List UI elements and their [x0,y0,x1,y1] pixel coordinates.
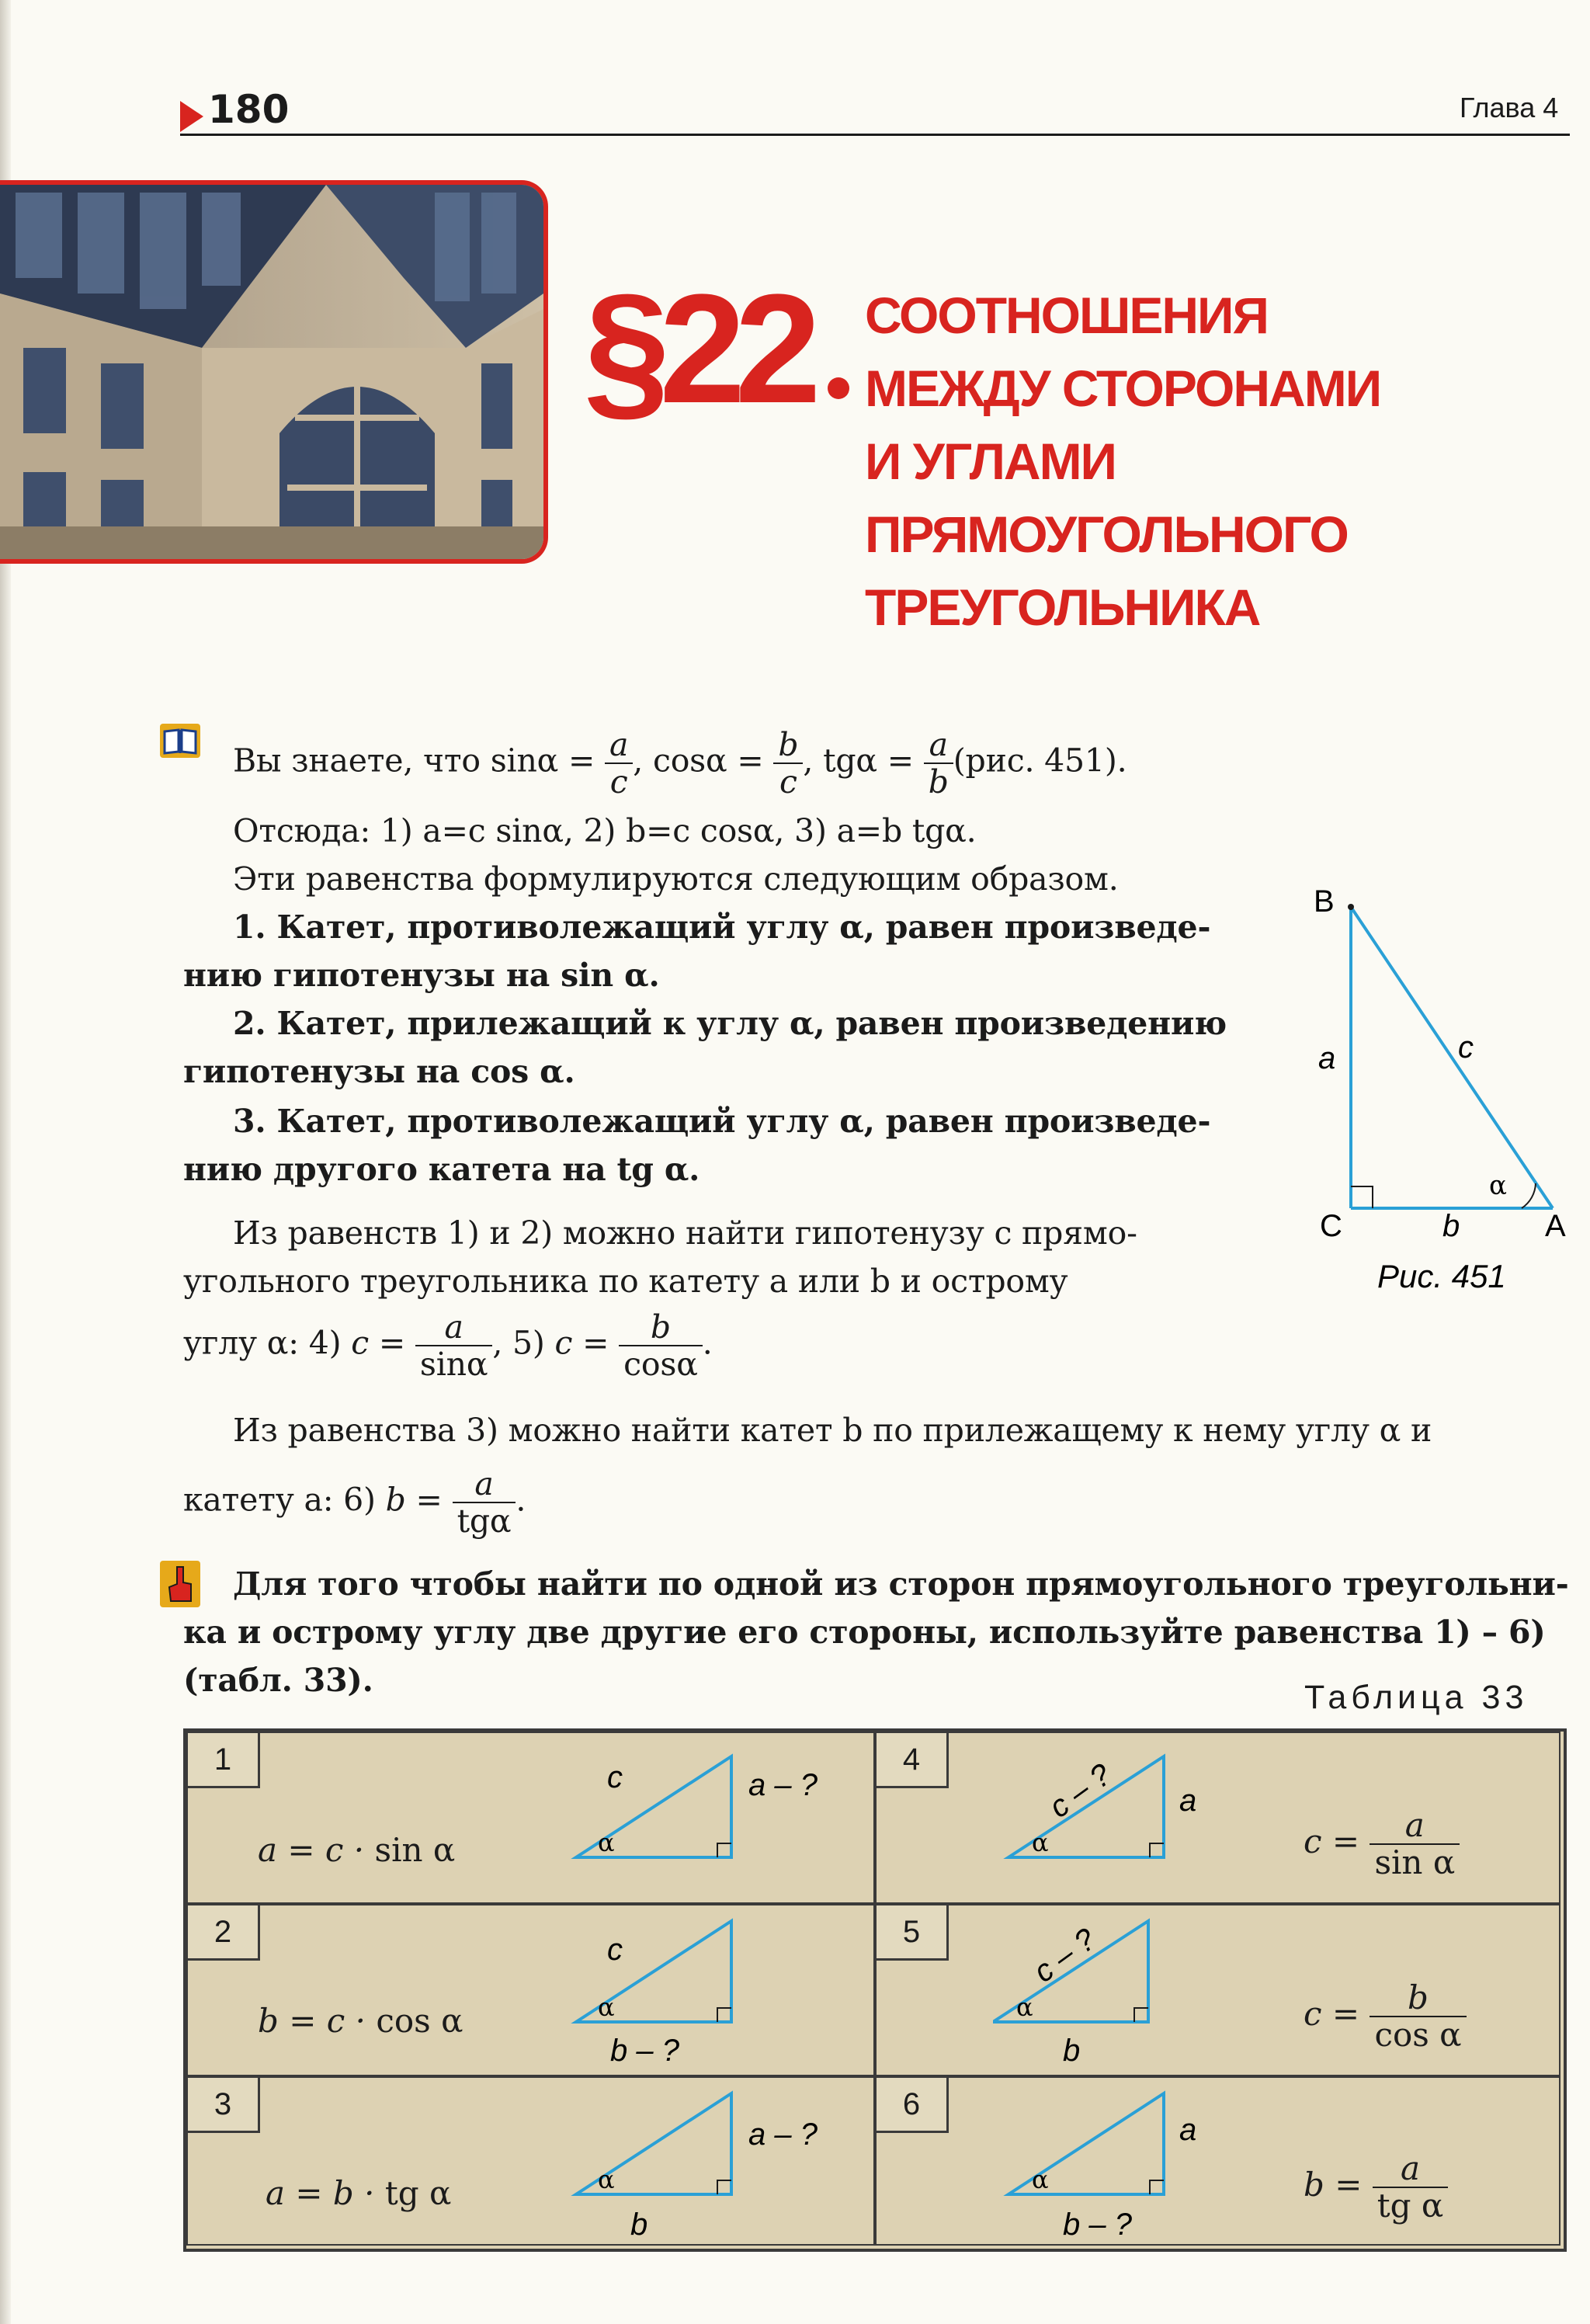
cell-triangle [545,2086,856,2244]
svg-text:c – ?: c – ? [1027,1922,1102,1989]
alpha-arc [1522,1183,1536,1208]
svg-text:a – ?: a – ? [748,2117,818,2152]
table-cell-5 [875,1904,1560,2076]
formula-6-fraction: $\frac{a}{\text{tgα}}$ [453,1466,516,1539]
heading-line-1: СООТНОШЕНИЯ [865,287,1268,344]
cell-formula: a = c · sin α [258,1831,456,1869]
rule-3-line-2: нию другого катета на tg α. [183,1151,700,1188]
heading-line-2: МЕЖДУ СТОРОНАМИ [865,360,1381,417]
figure-caption: Рис. 451 [1377,1258,1506,1294]
hyp-line-2: угольного треугольника по катету a или b и острому [183,1263,1068,1300]
cell-number: 4 [877,1733,949,1788]
heading-line-4: ПРЯМОУГОЛЬНОГО [865,505,1348,563]
tip-line-1: Для того чтобы найти по одной из сторон прямоугольного треугольни- [233,1565,1569,1603]
rule-2-line-2: гипотенузы на cos α. [183,1053,575,1090]
leg-line-1: Из равенства 3) можно найти катет b по прилежащему к нему углу α и [233,1412,1432,1449]
rule-1-line-1: 1. Катет, противолежащий углу α, равен произведе- [233,908,1211,946]
table-cell-4 [875,1732,1560,1904]
cell-formula: c = $\frac{a}{\text{sin α}}$ [1304,1808,1460,1881]
page-number: 180 [208,87,290,132]
vertex-a-label: A [1545,1209,1566,1243]
hyp-line-1: Из равенств 1) и 2) можно найти гипотенузу c прямо- [233,1214,1137,1252]
rule-1-line-2: нию гипотенузы на sin α. [183,957,660,994]
cell-number: 1 [188,1733,260,1788]
table-cell-1 [186,1732,875,1904]
vertex-c-label: C [1320,1209,1342,1243]
cos-lhs: cosα = [652,742,764,780]
svg-text:b: b [1063,2034,1081,2068]
svg-text:α: α [598,1828,615,1857]
table-33 [183,1728,1567,2252]
tg-fraction: $\frac{a}{b}$ [924,727,953,800]
side-b-label: b [1442,1209,1460,1243]
table-cell-2 [186,1904,875,2076]
intro-prefix: Вы знаете, что [233,742,481,780]
building-photo [0,180,548,564]
svg-text:α: α [1032,1828,1049,1857]
intro-suffix: (рис. 451). [953,742,1127,780]
svg-text:c: c [607,1760,623,1794]
hence-line: Отсюда: 1) a=c sinα, 2) b=c cosα, 3) a=b tgα. [233,812,977,849]
vertex-b-label: B [1314,885,1335,919]
tip-line-2: ка и острому углу две другие его стороны, используйте равенства 1) – 6) [183,1614,1546,1651]
table-caption: Таблица 33 [1304,1679,1529,1716]
svg-text:α: α [598,2165,615,2194]
cell-number: 5 [877,1905,949,1961]
heading-line-3: И УГЛАМИ [865,432,1116,490]
sin-fraction: $\frac{a}{c}$ [605,727,633,800]
cell-formula: c = $\frac{b}{\text{cos α}}$ [1304,1980,1467,2053]
book-icon [160,724,200,758]
cell-formula: a = b · tg α [266,2174,452,2212]
svg-text:α: α [1016,1992,1033,2022]
rule-3-line-1: 3. Катет, противолежащий углу α, равен произведе- [233,1103,1211,1140]
svg-text:α: α [598,1992,615,2022]
cell-triangle [545,1741,856,1896]
intro-line: Вы знаете, что sinα = $\frac{a}{c}$ , cosα = $\frac{b}{c}$ , tgα = $\frac{a}{b}$ (рис. 451). [233,726,1127,801]
table-cell-3 [186,2076,875,2246]
svg-text:α: α [1032,2165,1049,2194]
heading-line-5: ТРЕУГОЛЬНИКА [865,578,1260,636]
header-rule [180,134,1570,136]
svg-text:c – ?: c – ? [1043,1757,1118,1825]
svg-text:a – ?: a – ? [748,1768,818,1802]
figure-451 [1289,885,1584,1297]
alpha-label: α [1489,1170,1507,1201]
svg-text:b: b [630,2208,648,2242]
pointing-hand-icon [160,1561,200,1607]
cell-number: 3 [188,2078,260,2133]
section-dot [828,377,849,399]
page-marker-arrow-icon [180,101,203,132]
right-angle-mark [1351,1186,1373,1208]
cell-formula: b = c · cos α [258,2002,463,2040]
cell-triangle [993,2086,1241,2244]
svg-text:b – ?: b – ? [610,2034,679,2068]
side-a-label: a [1318,1041,1336,1075]
cell-triangle [993,1913,1241,2073]
chapter-label: Глава 4 [1460,92,1559,123]
svg-text:b – ?: b – ? [1063,2208,1132,2242]
tg-lhs: tgα = [823,742,914,780]
building-photo-drawing [0,185,543,559]
table-cell-6 [875,2076,1560,2246]
svg-text:c: c [607,1933,623,1967]
cell-formula: b = $\frac{a}{\text{tg α}}$ [1304,2151,1448,2224]
formulated-line: Эти равенства формулируются следующим образом. [233,860,1119,898]
tip-line-3: (табл. 33). [183,1662,373,1699]
section-number: §22 [584,262,811,436]
svg-text:a: a [1179,2113,1197,2147]
cell-number: 2 [188,1905,260,1961]
cos-fraction: $\frac{b}{c}$ [773,727,803,800]
side-c-label: c [1458,1030,1474,1065]
svg-text:a: a [1179,1784,1197,1818]
cell-triangle [993,1741,1241,1896]
hypotenuse-line [1351,907,1553,1208]
rule-2-line-1: 2. Катет, прилежащий к углу α, равен произведению [233,1005,1227,1042]
sin-lhs: sinα = [490,742,595,780]
hyp-formula-line: углу α: 4) c = $\frac{a}{\sin\alpha}$ , 5) c = $\frac{b}{\cos\alpha}$ . [183,1308,713,1383]
formula-4-fraction: $\frac{a}{\sin\alpha}$ [415,1309,492,1382]
formula-5-fraction: $\frac{b}{\cos\alpha}$ [619,1309,703,1382]
cell-number: 6 [877,2078,949,2133]
leg-formula-line: катету a: 6) b = $\frac{a}{\text{tgα}}$ . [183,1465,526,1540]
cell-triangle [545,1913,856,2073]
